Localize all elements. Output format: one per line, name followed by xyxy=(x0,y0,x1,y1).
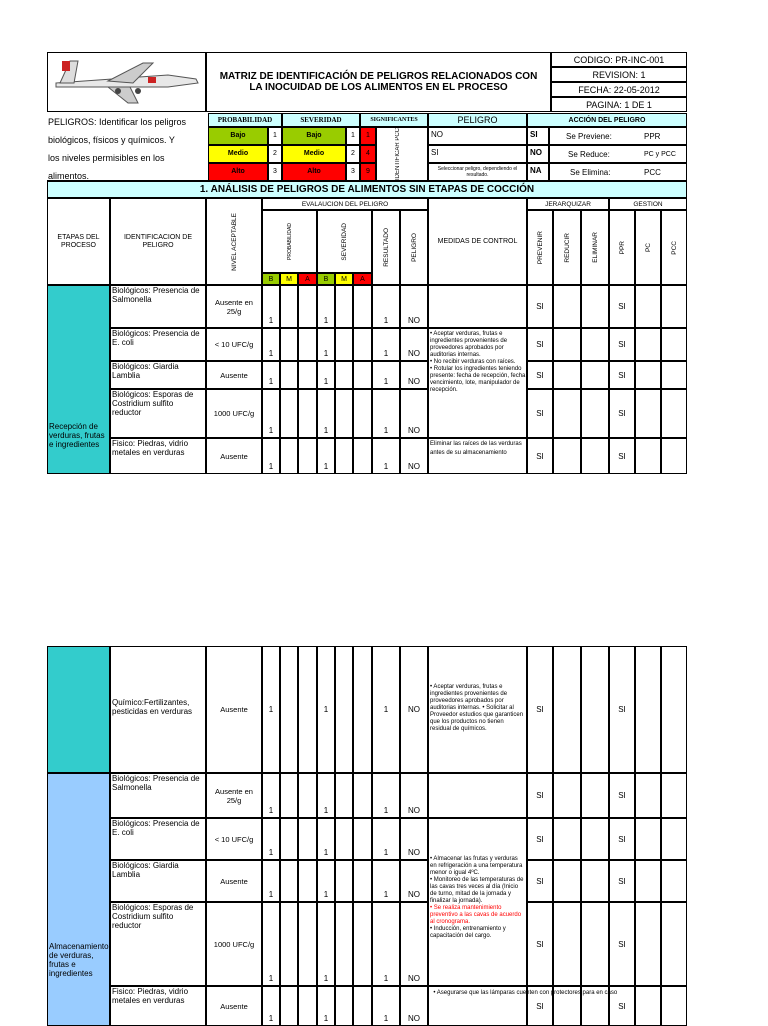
sig-4: 4 xyxy=(360,145,376,163)
grid-cell xyxy=(661,285,687,328)
grid-cell xyxy=(661,902,687,986)
probabilidad-value: 1 xyxy=(268,889,274,899)
medidas-text xyxy=(430,856,526,940)
grid-cell xyxy=(635,361,661,389)
prevenir-value: SI xyxy=(536,705,544,714)
grid-cell xyxy=(353,389,372,438)
col-jerarquizar: JERARQUIZAR xyxy=(527,198,609,210)
grid-cell xyxy=(635,818,661,860)
ppr-value: SI xyxy=(618,876,626,886)
grid-cell xyxy=(353,902,372,986)
previene-row xyxy=(549,127,687,145)
peligro-text: Fisico: Piedras, vidrio metales en verduras xyxy=(112,987,189,1005)
col-ppr xyxy=(609,210,635,285)
ppr-value: SI xyxy=(618,451,626,461)
ppr-value: SI xyxy=(618,370,626,380)
grid-cell xyxy=(553,438,581,474)
grid-cell xyxy=(661,328,687,361)
grid-cell xyxy=(635,773,661,818)
previene-value: PPR xyxy=(644,132,661,141)
grid-cell xyxy=(353,646,372,773)
medidas-refrigeracion: • Almacenar las frutas y verduras en refrigeración a una temperatura menor o igual 4ºC. • Monitoreo de las temperaturas de las cavas tres veces al día (Inicio de turno, mitad de la jornada y finalizar la jornada). xyxy=(430,856,524,904)
resultado-value: 1 xyxy=(383,348,389,358)
grid-cell xyxy=(298,646,317,773)
col-ppr-label: PPR xyxy=(618,240,626,255)
elimina-value: PCC xyxy=(644,168,661,177)
severidad-value: 1 xyxy=(323,973,329,983)
peligro-text: Químico:Fertilizantes, pesticidas en verduras xyxy=(112,698,193,716)
peligro-legend-head: PELIGRO xyxy=(428,113,527,127)
prob-bajo: Bajo xyxy=(208,127,268,145)
ppr-value: SI xyxy=(618,302,626,311)
grid-cell xyxy=(353,773,372,818)
grid-cell xyxy=(553,902,581,986)
sev-b: B xyxy=(317,273,335,285)
col-evaluacion: EVALAUCION DEL PELIGRO xyxy=(262,198,428,210)
col-medidas: MEDIDAS DE CONTROL xyxy=(428,198,527,285)
grid-cell xyxy=(635,285,661,328)
col-severidad-label: SEVERIDAD xyxy=(341,222,348,261)
grid-cell xyxy=(635,389,661,438)
prob-legend-head: PROBABILIDAD xyxy=(208,113,282,127)
grid-cell xyxy=(581,438,609,474)
probabilidad-value: 1 xyxy=(268,847,274,857)
medidas-mantenimiento: • Se realiza mantenimiento preventivo a las cavas de acuerdo al cronograma. xyxy=(430,905,522,925)
title-line-2: LA INOCUIDAD DE LOS ALIMENTOS EN EL PROCESO xyxy=(249,82,508,93)
peligro-text: Biológicos: Esporas de Costridium sulfito reductor xyxy=(112,390,194,417)
prob-n3: 3 xyxy=(268,163,282,181)
reduce-value: PC y PCC xyxy=(644,151,676,158)
grid-cell xyxy=(635,328,661,361)
peligro-text: Biológicos: Presencia de E. coli xyxy=(112,819,200,837)
severidad-value: 1 xyxy=(323,376,329,386)
prevenir-value: SI xyxy=(536,791,544,800)
grid-cell xyxy=(335,773,353,818)
severidad-value: 1 xyxy=(323,705,329,714)
prevenir-value: SI xyxy=(536,834,544,844)
sig-9: 9 xyxy=(360,163,376,181)
grid-cell xyxy=(635,902,661,986)
prevenir-value: SI xyxy=(536,451,544,461)
resultado-value: 1 xyxy=(383,973,389,983)
col-nivel xyxy=(206,198,262,285)
intro-line-2: biológicos, físicos y químicos. Y xyxy=(48,135,175,145)
sev-n1: 1 xyxy=(346,127,360,145)
resultado-value: 1 xyxy=(383,847,389,857)
sev-n3: 3 xyxy=(346,163,360,181)
grid-cell xyxy=(298,361,317,389)
resultado-value: 1 xyxy=(383,1013,389,1023)
col-nivel-label: NIVEL ACEPTABLE xyxy=(230,212,238,271)
identificar-pcc-label: IDENTIFICAR PCC xyxy=(395,127,401,180)
prob-a: A xyxy=(298,273,317,285)
severidad-value: 1 xyxy=(323,889,329,899)
col-pcc xyxy=(661,210,687,285)
grid-cell xyxy=(335,860,353,902)
probabilidad-value: 1 xyxy=(268,973,274,983)
document-title xyxy=(206,52,551,112)
probabilidad-value: 1 xyxy=(268,425,274,435)
col-resultado xyxy=(372,210,400,285)
col-reducir-label: REDUCIR xyxy=(563,232,571,263)
grid-cell xyxy=(280,818,298,860)
col-pc-label: PC xyxy=(644,242,652,253)
ppr-value: SI xyxy=(618,834,626,844)
grid-cell xyxy=(581,328,609,361)
previene-label: Se Previene: xyxy=(566,132,612,141)
grid-cell xyxy=(335,438,353,474)
grid-cell xyxy=(298,986,317,1026)
etapa-cell xyxy=(47,646,110,773)
peligro-text: Biológicos: Esporas de Costridium sulfito reductor xyxy=(112,903,194,930)
grid-cell xyxy=(298,860,317,902)
nivel-aceptable: Ausente en 25/g xyxy=(215,786,253,805)
grid-cell xyxy=(335,328,353,361)
grid-cell xyxy=(553,860,581,902)
grid-cell xyxy=(635,438,661,474)
grid-cell xyxy=(298,389,317,438)
sev-alto: Alto xyxy=(282,163,346,181)
severidad-value: 1 xyxy=(323,847,329,857)
ppr-value: SI xyxy=(618,409,626,418)
col-gestion: GESTION xyxy=(609,198,687,210)
grid-cell xyxy=(661,646,687,773)
prevenir-value: SI xyxy=(536,370,544,380)
nivel-aceptable: Ausente xyxy=(220,370,248,380)
sev-bajo: Bajo xyxy=(282,127,346,145)
peligro-value: NO xyxy=(408,461,420,471)
peligro-value: NO xyxy=(408,315,420,325)
grid-cell xyxy=(635,646,661,773)
grid-cell xyxy=(581,361,609,389)
intro-text xyxy=(48,113,208,181)
col-resultado-label: RESULTADO xyxy=(382,228,390,267)
sev-legend-head: SEVERIDAD xyxy=(282,113,360,127)
section-title: 1. ANÁLISIS DE PELIGROS DE ALIMENTOS SIN ETAPAS DE COCCIÓN xyxy=(47,181,687,198)
col-identificacion: IDENTIFICACION DE PELIGRO xyxy=(110,198,206,285)
accion-no: NO xyxy=(527,145,549,163)
resultado-value: 1 xyxy=(383,315,389,325)
severidad-value: 1 xyxy=(323,461,329,471)
col-pc xyxy=(635,210,661,285)
grid-cell xyxy=(553,773,581,818)
accion-si: SI xyxy=(527,127,549,145)
col-reducir xyxy=(553,210,581,285)
reduce-row xyxy=(549,145,687,163)
peligro-no: NO xyxy=(428,127,527,145)
grid-cell xyxy=(298,818,317,860)
col-pcc-label: PCC xyxy=(670,240,678,255)
intro-line-3: los niveles permisibles en los xyxy=(48,153,165,163)
prevenir-value: SI xyxy=(536,876,544,886)
probabilidad-value: 1 xyxy=(268,705,274,714)
logo-box xyxy=(47,52,206,112)
col-eliminar xyxy=(581,210,609,285)
grid-cell xyxy=(280,361,298,389)
prob-m: M xyxy=(280,273,298,285)
col-probabilidad xyxy=(262,210,317,273)
grid-cell xyxy=(581,646,609,773)
grid-cell xyxy=(280,646,298,773)
prevenir-value: SI xyxy=(536,302,544,311)
grid-cell xyxy=(635,860,661,902)
peligro-text: Fisico: Piedras, vidrio metales en verduras xyxy=(112,439,189,457)
grid-cell xyxy=(581,389,609,438)
grid-cell xyxy=(298,285,317,328)
grid-cell xyxy=(661,818,687,860)
intro-line-1: PELIGROS: Identificar los peligros xyxy=(48,117,187,127)
medidas-text: • Aceptar verduras, frutas e ingredientes provenientes de proveedores aprobados por auditorias internas. • No recibir verduras con raíces. • Rotular los ingredientes teniendo presente: fecha de recepción, fecha vencimiento, lote, manipulador de recepción. xyxy=(430,331,526,393)
col-eliminar-label: ELIMINAR xyxy=(591,232,599,263)
grid-cell xyxy=(335,818,353,860)
nivel-aceptable: Ausente xyxy=(220,1001,248,1011)
probabilidad-value: 1 xyxy=(268,348,274,358)
grid-cell xyxy=(553,818,581,860)
grid-cell xyxy=(553,646,581,773)
grid-cell xyxy=(581,902,609,986)
grid-cell xyxy=(581,285,609,328)
grid-cell xyxy=(581,773,609,818)
sev-medio: Medio xyxy=(282,145,346,163)
pagina: PAGINA: 1 DE 1 xyxy=(551,97,687,112)
peligro-value: NO xyxy=(408,889,420,899)
peligro-value: NO xyxy=(408,376,420,386)
prob-alto: Alto xyxy=(208,163,268,181)
grid-cell xyxy=(353,818,372,860)
probabilidad-value: 1 xyxy=(268,461,274,471)
col-peligro xyxy=(400,210,428,285)
grid-cell xyxy=(335,389,353,438)
grid-cell xyxy=(553,361,581,389)
col-etapas: ETAPAS DEL PROCESO xyxy=(47,198,110,285)
peligro-text: Biológicos: Presencia de E. coli xyxy=(112,329,200,347)
elimina-label: Se Elimina: xyxy=(570,168,611,177)
resultado-value: 1 xyxy=(383,889,389,899)
grid-cell xyxy=(661,773,687,818)
col-prevenir xyxy=(527,210,553,285)
resultado-value: 1 xyxy=(383,461,389,471)
grid-cell xyxy=(661,986,687,1026)
nivel-aceptable: < 10 UFC/g xyxy=(214,834,254,844)
resultado-value: 1 xyxy=(383,376,389,386)
grid-cell xyxy=(553,285,581,328)
grid-cell xyxy=(298,902,317,986)
grid-cell xyxy=(335,285,353,328)
fecha: FECHA: 22-05-2012 xyxy=(551,82,687,97)
peligro-value: NO xyxy=(408,805,420,815)
sig-1: 1 xyxy=(360,127,376,145)
medidas-text: Eliminar las raíces de las verduras antes de su almacenamiento xyxy=(430,441,522,456)
prevenir-value: SI xyxy=(536,1001,544,1011)
prevenir-value: SI xyxy=(536,340,544,349)
grid-cell xyxy=(661,438,687,474)
medidas-cell xyxy=(428,285,527,328)
reduce-label: Se Reduce: xyxy=(568,150,610,159)
accion-na: NA xyxy=(527,163,549,181)
grid-cell xyxy=(280,902,298,986)
grid-cell xyxy=(280,986,298,1026)
medidas-cell xyxy=(428,773,527,818)
col-peligro-label: PELIGRO xyxy=(410,233,418,262)
grid-cell xyxy=(661,361,687,389)
grid-cell xyxy=(280,285,298,328)
grid-cell xyxy=(353,361,372,389)
prevenir-value: SI xyxy=(536,409,544,418)
codigo: CODIGO: PR-INC-001 xyxy=(551,52,687,67)
resultado-value: 1 xyxy=(383,425,389,435)
etapa-cell xyxy=(47,773,110,1026)
grid-cell xyxy=(353,328,372,361)
peligro-text: Biológicos: Presencia de Salmonella xyxy=(112,774,200,792)
resultado-value: 1 xyxy=(383,805,389,815)
probabilidad-value: 1 xyxy=(268,1013,274,1023)
sev-m: M xyxy=(335,273,353,285)
accion-legend-head: ACCIÓN DEL PELIGRO xyxy=(527,113,687,127)
elimina-row xyxy=(549,163,687,181)
nivel-aceptable: Ausente xyxy=(220,876,248,886)
ppr-value: SI xyxy=(618,705,626,714)
nivel-aceptable: 1000 UFC/g xyxy=(213,409,255,418)
grid-cell xyxy=(353,438,372,474)
nivel-aceptable: Ausente en 25/g xyxy=(215,297,253,316)
nivel-aceptable: 1000 UFC/g xyxy=(213,939,255,949)
etapa-label: Almacenamiento de verduras, frutas e ingredientes xyxy=(49,942,109,978)
peligro-text: Biológicos: Giardia Lamblia xyxy=(112,362,179,380)
grid-cell xyxy=(280,328,298,361)
peligro-text: Biológicos: Presencia de Salmonella xyxy=(112,286,200,304)
grid-cell xyxy=(661,389,687,438)
peligro-value: NO xyxy=(408,973,420,983)
peligro-si: SI xyxy=(428,145,527,163)
nivel-aceptable: Ausente xyxy=(220,451,248,461)
grid-cell xyxy=(335,361,353,389)
grid-cell xyxy=(280,860,298,902)
revision: REVISION: 1 xyxy=(551,67,687,82)
grid-cell xyxy=(298,438,317,474)
severidad-value: 1 xyxy=(323,1013,329,1023)
peligro-value: NO xyxy=(408,1013,420,1023)
grid-cell xyxy=(298,773,317,818)
sev-a: A xyxy=(353,273,372,285)
peligro-note: Seleccionar peligro, dependiendo el resultado. xyxy=(428,163,527,181)
probabilidad-value: 1 xyxy=(268,315,274,325)
grid-cell xyxy=(553,328,581,361)
grid-cell xyxy=(635,986,661,1026)
peligro-text: Biológicos: Giardia Lamblia xyxy=(112,861,179,879)
airplane-logo xyxy=(48,53,205,111)
grid-cell xyxy=(280,389,298,438)
severidad-value: 1 xyxy=(323,805,329,815)
grid-cell xyxy=(661,860,687,902)
grid-cell xyxy=(280,773,298,818)
severidad-value: 1 xyxy=(323,348,329,358)
medidas-text: • Asegurarse que las lámparas cuenten con protectores para en caso xyxy=(430,990,618,996)
title-line-1: MATRIZ DE IDENTIFICACIÓN DE PELIGROS RELACIONADOS CON xyxy=(219,71,538,82)
nivel-aceptable: Ausente xyxy=(220,705,248,714)
ppr-value: SI xyxy=(618,939,626,949)
col-prevenir-label: PREVENIR xyxy=(536,230,544,265)
severidad-value: 1 xyxy=(323,315,329,325)
prob-medio: Medio xyxy=(208,145,268,163)
prob-n1: 1 xyxy=(268,127,282,145)
probabilidad-value: 1 xyxy=(268,376,274,386)
ppr-value: SI xyxy=(618,340,626,349)
ppr-value: SI xyxy=(618,1001,626,1011)
col-severidad xyxy=(317,210,372,273)
grid-cell xyxy=(581,818,609,860)
peligro-value: NO xyxy=(408,348,420,358)
grid-cell xyxy=(280,438,298,474)
grid-cell xyxy=(581,860,609,902)
prevenir-value: SI xyxy=(536,939,544,949)
sig-legend-head: SIGNIFICANTES xyxy=(360,113,428,127)
peligro-value: NO xyxy=(408,847,420,857)
medidas-text: • Aceptar verduras, frutas e ingredientes provenientes de proveedores aprobados por auditorias internas. • Solicitar al Proveedor estudios que garanticen que los productos no tienen residual de químicos. xyxy=(430,684,524,732)
peligro-value: NO xyxy=(408,425,420,435)
grid-cell xyxy=(353,986,372,1026)
col-probabilidad-label: PROBABILIDAD xyxy=(286,223,293,260)
grid-cell xyxy=(553,389,581,438)
grid-cell xyxy=(335,902,353,986)
sev-n2: 2 xyxy=(346,145,360,163)
medidas-induccion: • Inducción, entrenamiento y capacitación del cargo. xyxy=(430,926,506,939)
grid-cell xyxy=(335,646,353,773)
grid-cell xyxy=(353,860,372,902)
grid-cell xyxy=(298,328,317,361)
nivel-aceptable: < 10 UFC/g xyxy=(214,340,254,349)
intro-line-4: alimentos. xyxy=(48,171,90,181)
prob-n2: 2 xyxy=(268,145,282,163)
etapa-label: Recepción de verduras, frutas e ingredientes xyxy=(49,422,105,449)
grid-cell xyxy=(353,285,372,328)
grid-cell xyxy=(335,986,353,1026)
identificar-pcc xyxy=(376,127,428,181)
severidad-value: 1 xyxy=(323,425,329,435)
ppr-value: SI xyxy=(618,791,626,800)
resultado-value: 1 xyxy=(383,705,389,714)
probabilidad-value: 1 xyxy=(268,805,274,815)
peligro-value: NO xyxy=(408,705,420,714)
prob-b: B xyxy=(262,273,280,285)
